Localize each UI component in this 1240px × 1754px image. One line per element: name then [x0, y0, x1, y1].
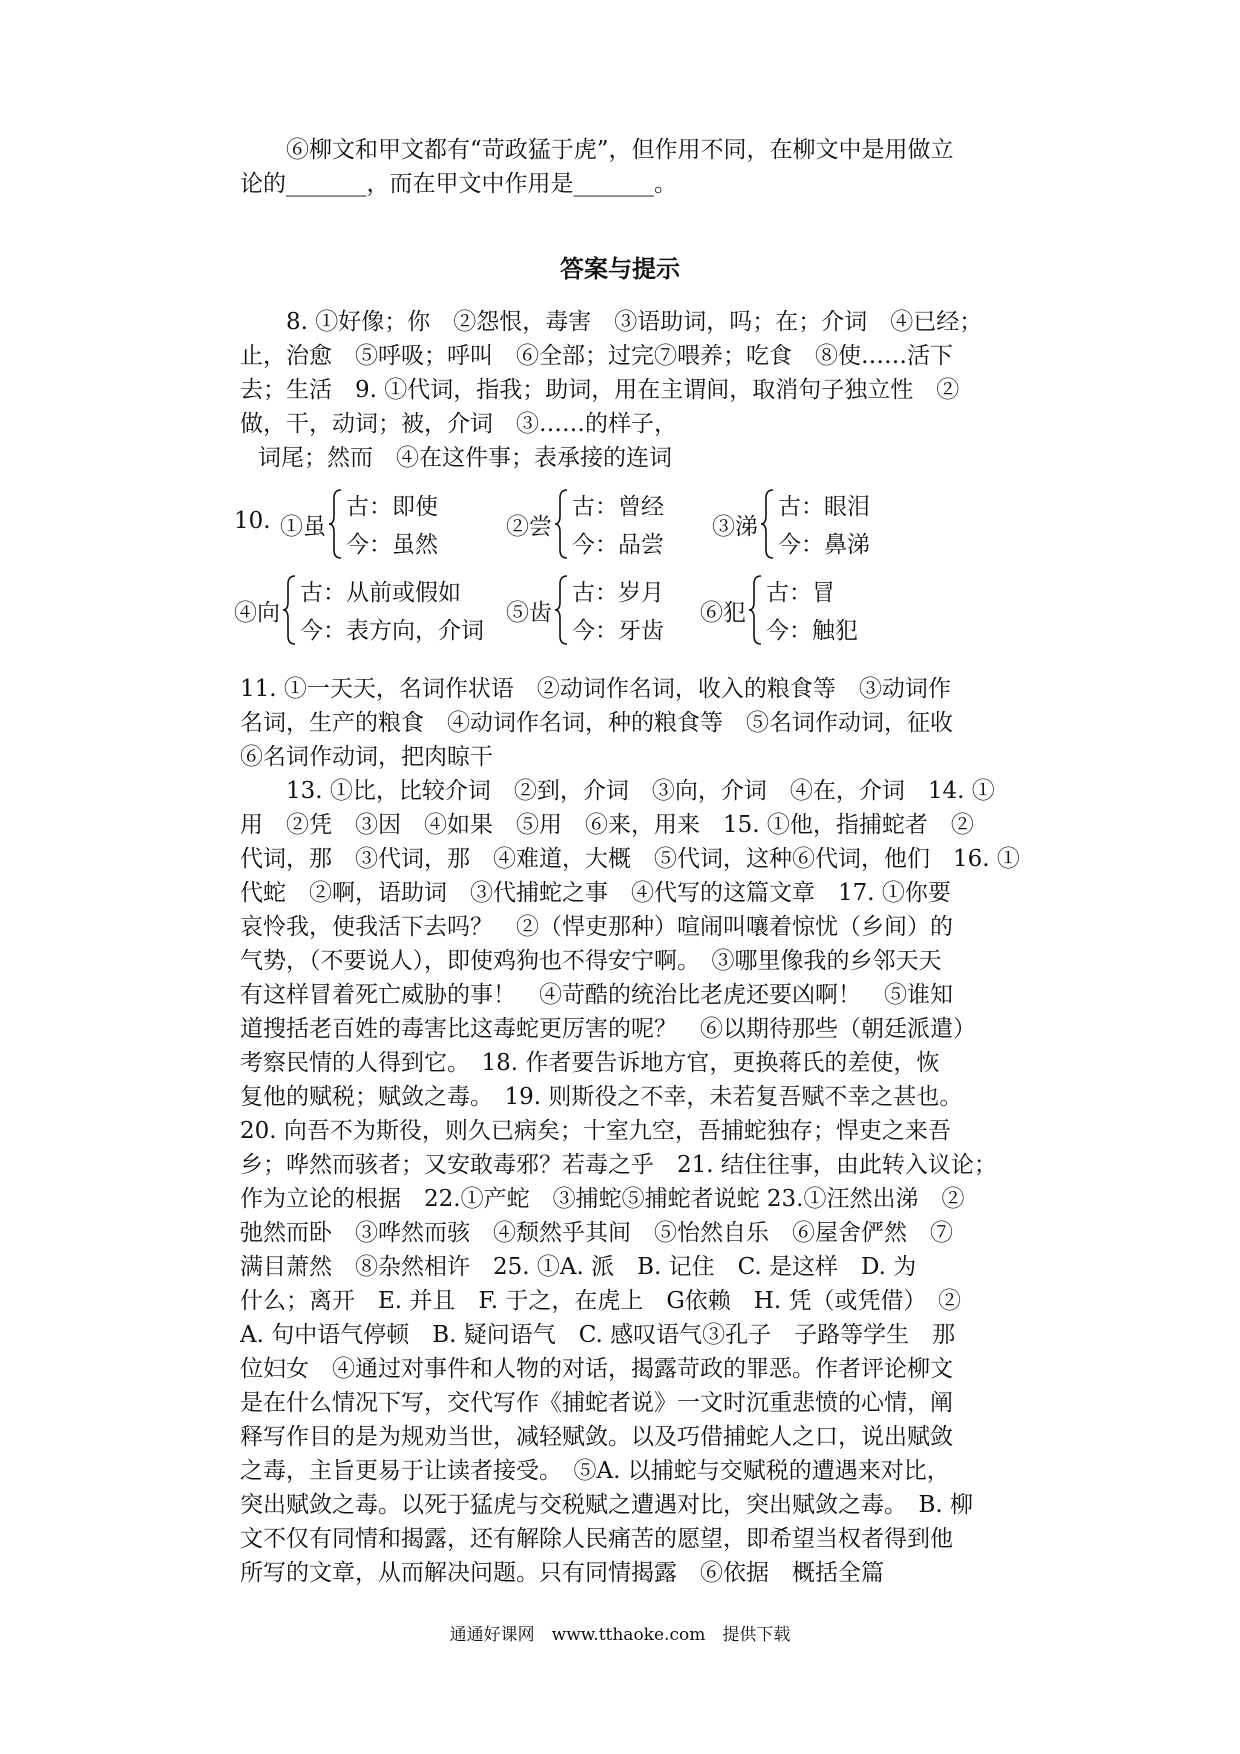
answer-line: 突出赋敛之毒。以死于猛虎与交税赋之遭遇对比，突出赋敛之毒。 B. 柳: [240, 1492, 974, 1518]
term-label: ④向: [234, 600, 280, 626]
answer-8-9-block: [240, 305, 1020, 475]
answer-11-block: [240, 672, 1020, 774]
answer-line: 释写作目的是为规劝当世，减轻赋敛。以及巧借捕蛇人之口，说出赋敛: [240, 1424, 953, 1450]
answer-line: 弛然而卧 ③哗然而骇 ④颓然乎其间 ⑤怡然自乐 ⑥屋舍俨然 ⑦: [240, 1220, 953, 1246]
answer-line: ⑥名词作动词，把肉晾干: [240, 744, 493, 770]
answer-line: 道搜括老百姓的毒害比这毒蛇更厉害的呢？ ⑥以期待那些（朝廷派遣）: [240, 1016, 976, 1042]
answer-13-25-block: [240, 774, 1020, 1590]
answer-line: 什么；离开 E. 并且 F. 于之，在虎上 G依赖 H. 凭（或凭借） ②: [240, 1288, 961, 1314]
term-ancient: 古：眼泪: [778, 494, 870, 520]
term-ancient: 古：曾经: [572, 494, 664, 520]
answer-10-number: 10.: [234, 508, 271, 534]
term-modern: 今：牙齿: [572, 618, 664, 644]
answer-10-grid: [234, 488, 1014, 658]
answer-line: 位妇女 ④通过对事件和人物的对话，揭露苛政的罪恶。作者评论柳文: [240, 1356, 953, 1382]
term-label: ⑤齿: [506, 600, 552, 626]
answer-line: 代词，那 ③代词，那 ④难道，大概 ⑤代词，这种⑥代词，他们 16. ①: [240, 846, 1020, 872]
answer-line: 有这样冒着死亡威胁的事！ ④苛酷的统治比老虎还要凶啊！ ⑤谁知: [240, 982, 953, 1008]
answer-line: 词尾；然而 ④在这件事；表承接的连词: [258, 445, 672, 471]
term-label: ①虽: [280, 514, 326, 540]
answers-title: 答案与提示: [560, 254, 680, 283]
answer-line: A. 句中语气停顿 B. 疑问语气 C. 感叹语气③孔子 子路等学生 那: [240, 1322, 956, 1348]
term-modern: 今：品尝: [572, 532, 664, 558]
term-modern: 今：鼻涕: [778, 532, 870, 558]
brace-icon: [748, 574, 762, 646]
term-ancient: 古：岁月: [572, 580, 664, 606]
answer-line: 代蛇 ②啊，语助词 ③代捕蛇之事 ④代写的这篇文章 17. ①你要: [240, 880, 951, 906]
brace-icon: [554, 488, 568, 560]
question-block: [240, 133, 1020, 201]
brace-icon: [328, 488, 342, 560]
answer-line: 之毒，主旨更易于让读者接受。 ⑤A. 以捕蛇与交赋税的遭遇来对比，: [240, 1458, 950, 1484]
brace-icon: [760, 488, 774, 560]
answer-line: 复他的赋税；赋敛之毒。 19. 则斯役之不幸，未若复吾赋不幸之甚也。: [240, 1084, 963, 1110]
term-ancient: 古：冒: [766, 580, 835, 606]
answer-line: 乡；哗然而骇者；又安敢毒邪？若毒之乎 21. 结住往事，由此转入议论；: [240, 1152, 997, 1178]
page-footer: 通通好课网 www.tthaoke.com 提供下载: [449, 1625, 791, 1645]
answer-line: 气势，（不要说人），即使鸡狗也不得安宁啊。 ③哪里像我的乡邻天天: [240, 948, 942, 974]
answer-line: 20. 向吾不为斯役，则久已病矣；十室九空，吾捕蛇独存；悍吏之来吾: [240, 1118, 951, 1144]
brace-icon: [554, 574, 568, 646]
answer-line: 做，干，动词；被，介词 ③……的样子，: [240, 411, 677, 437]
answer-line: 用 ②凭 ③因 ④如果 ⑤用 ⑥来，用来 15. ①他，指捕蛇者 ②: [240, 812, 974, 838]
answer-line: 是在什么情况下写，交代写作《捕蛇者说》一文时沉重悲愤的心情，阐: [240, 1390, 953, 1416]
term-modern: 今：触犯: [766, 618, 858, 644]
term-label: ③涕: [712, 514, 758, 540]
term-modern: 今：表方向，介词: [300, 618, 484, 644]
answer-line: 考察民情的人得到它。 18. 作者要告诉地方官，更换蒋氏的差使，恢: [240, 1050, 940, 1076]
question-line: ⑥柳文和甲文都有“苛政猛于虎”，但作用不同，在柳文中是用做立: [286, 137, 954, 163]
brace-icon: [282, 574, 296, 646]
answer-line: 文不仅有同情和揭露，还有解除人民痛苦的愿望，即希望当权者得到他: [240, 1526, 953, 1552]
term-modern: 今：虽然: [346, 532, 438, 558]
term-ancient: 古：从前或假如: [300, 580, 461, 606]
answer-line: 去；生活 9. ①代词，指我；助词，用在主谓间，取消句子独立性 ②: [240, 377, 960, 403]
answer-line: 哀怜我，使我活下去吗？ ②（悍吏那种）喧闹叫嚷着惊忧（乡间）的: [240, 914, 953, 940]
answer-line: 11. ①一天天，名词作状语 ②动词作名词，收入的粮食等 ③动词作: [240, 676, 951, 702]
answer-line: 作为立论的根据 22.①产蛇 ③捕蛇⑤捕蛇者说蛇 23.①汪然出涕 ②: [240, 1186, 965, 1212]
answer-line: 13. ①比，比较介词 ②到，介词 ③向，介词 ④在，介词 14. ①: [286, 778, 995, 804]
answer-line: 所写的文章，从而解决问题。只有同情揭露 ⑥依据 概括全篇: [240, 1560, 884, 1586]
term-label: ②尝: [506, 514, 552, 540]
answer-line: 名词，生产的粮食 ④动词作名词，种的粮食等 ⑤名词作动词，征收: [240, 710, 953, 736]
answer-line: 满目萧然 ⑧杂然相许 25. ①A. 派 B. 记住 C. 是这样 D. 为: [240, 1254, 917, 1280]
answer-line: 8. ①好像；你 ②怨恨，毒害 ③语助词，吗；在；介词 ④已经；: [286, 309, 983, 335]
term-label: ⑥犯: [700, 600, 746, 626]
term-ancient: 古：即使: [346, 494, 438, 520]
answer-line: 止，治愈 ⑤呼吸；呼叫 ⑥全部；过完⑦喂养；吃食 ⑧使……活下: [240, 343, 953, 369]
question-line: 论的_______，而在甲文中作用是_______。: [240, 171, 677, 197]
